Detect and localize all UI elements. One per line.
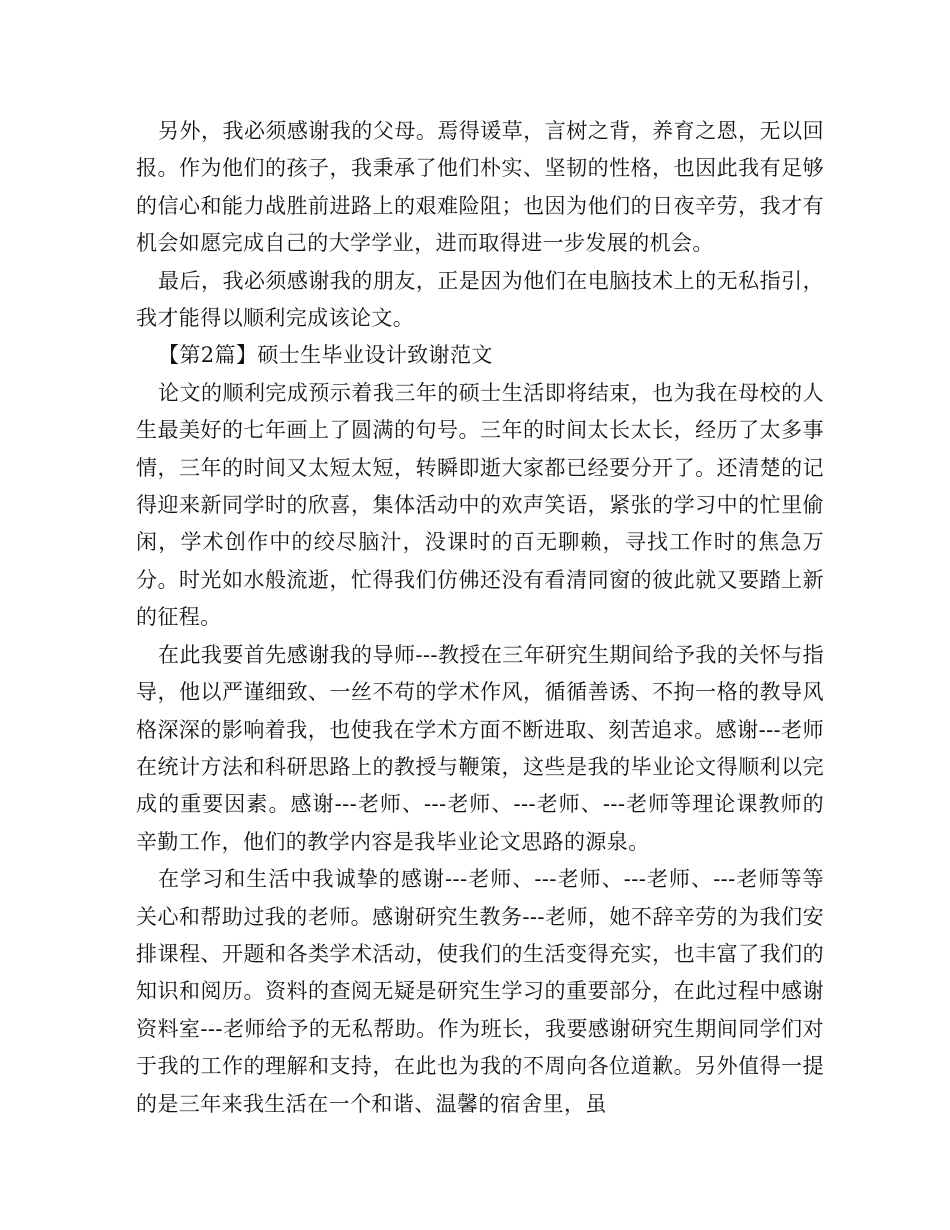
paragraph-friends-thanks: 最后，我必须感谢我的朋友，正是因为他们在电脑技术上的无私指引，我才能得以顺利完成该论文。 <box>136 268 824 331</box>
paragraph-teachers-thanks: 在学习和生活中我诚挚的感谢---老师、---老师、---老师、---老师等等关心和帮助过我的老师。感谢研究生教务---老师，她不辞辛劳的为我们安排课程、开题和各类学术活动，使我们的生活变得充实，也丰富了我们的知识和阅历。资料的查阅无疑是研究生学习的重要部分，在此过程中感谢资料室---老师给予的无私帮助。作为班长，我要感谢研究生期间同学们对于我的工作的理解和支持，在此也为我的不周向各位道歉。另外值得一提的是三年来我生活在一个和谐、温馨的宿舍里，虽 <box>136 867 824 1116</box>
paragraph-advisor-thanks: 在此我要首先感谢我的导师---教授在三年研究生期间给予我的关怀与指导，他以严谨细致、一丝不苟的学术作风，循循善诱、不拘一格的教导风格深深的影响着我，也使我在学术方面不断进取、刻苦追求。感谢---老师在统计方法和科研思路上的教授与鞭策，这些是我的毕业论文得顺利以完成的重要因素。感谢---老师、---老师、---老师、---老师等理论课教师的辛勤工作，他们的教学内容是我毕业论文思路的源泉。 <box>136 642 824 854</box>
document-body <box>136 113 824 1123</box>
paragraph-thesis-completion: 论文的顺利完成预示着我三年的硕士生活即将结束，也为我在母校的人生最美好的七年画上了圆满的句号。三年的时间太长太长，经历了太多事情，三年的时间又太短太短，转瞬即逝大家都已经要分开了。还清楚的记得迎来新同学时的欣喜，集体活动中的欢声笑语，紧张的学习中的忙里偷闲，学术创作中的绞尽脑汁，没课时的百无聊赖，寻找工作时的焦急万分。时光如水般流逝，忙得我们仿佛还没有看清同窗的彼此就又要踏上新的征程。 <box>136 380 824 630</box>
paragraph-parents-thanks: 另外，我必须感谢我的父母。焉得谖草，言树之背，养育之恩，无以回报。作为他们的孩子，我秉承了他们朴实、坚韧的性格，也因此我有足够的信心和能力战胜前进路上的艰难险阻；也因为他们的日夜辛劳，我才有机会如愿完成自己的大学学业，进而取得进一步发展的机会。 <box>136 119 824 256</box>
section-heading: 【第2篇】硕士生毕业设计致谢范文 <box>158 343 493 368</box>
